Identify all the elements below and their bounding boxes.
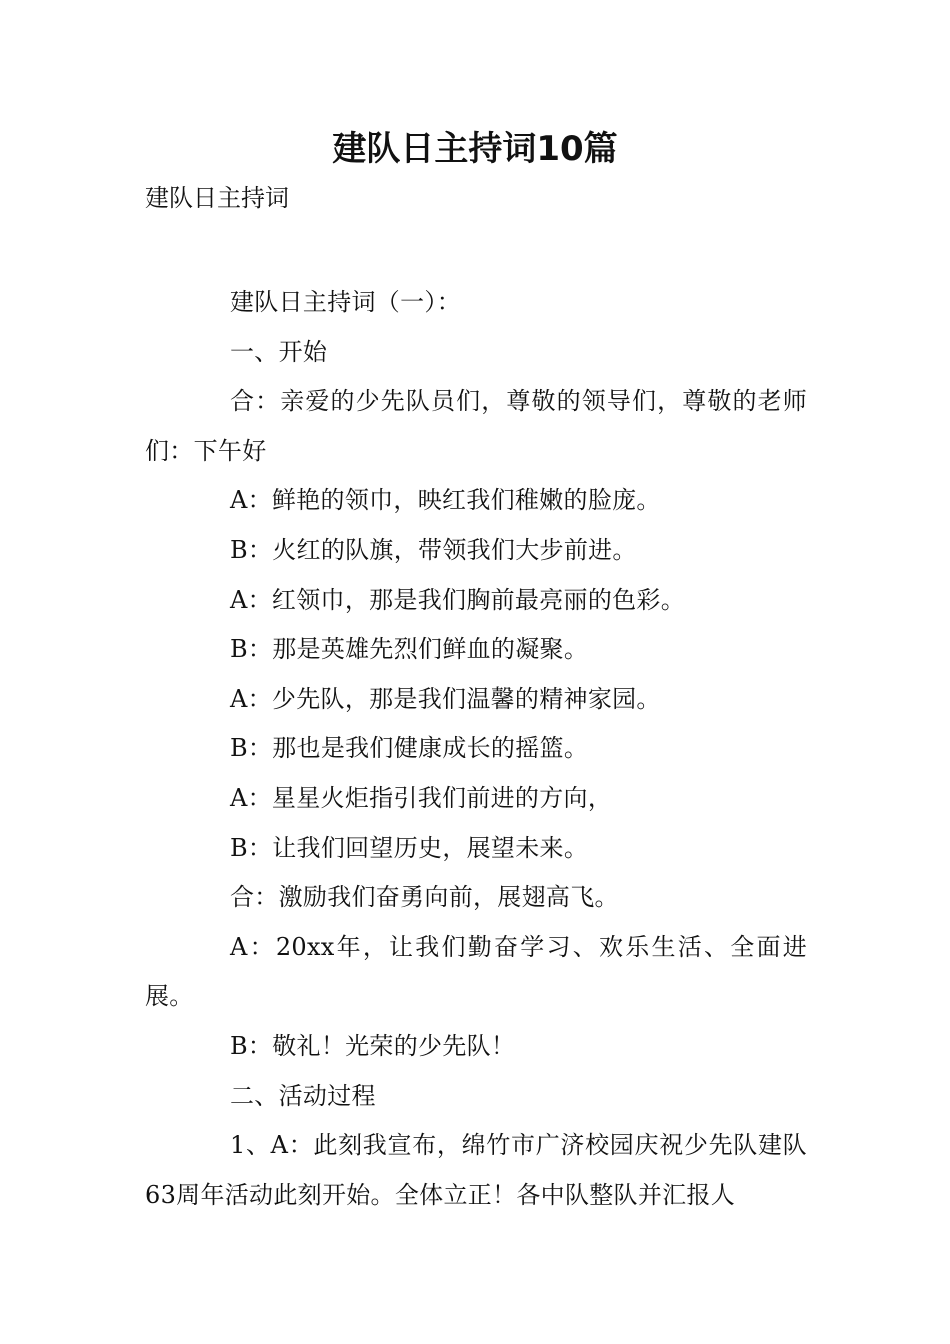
paragraph: 一、开始 — [230, 337, 328, 366]
document-body — [145, 278, 807, 1220]
paragraph: B：让我们回望历史，展望未来。 — [230, 833, 589, 862]
paragraph: 1、A：此刻我宣布，绵竹市广济校园庆祝少先队建队63周年活动此刻开始。全体立正！各中队整队并汇报人 — [145, 1131, 807, 1209]
paragraph: 合：亲爱的少先队员们，尊敬的领导们，尊敬的老师们：下午好 — [145, 387, 807, 465]
paragraph: 二、活动过程 — [230, 1081, 376, 1110]
paragraph: B：火红的队旗，带领我们大步前进。 — [230, 535, 637, 564]
paragraph: A：20xx年，让我们勤奋学习、欢乐生活、全面进展。 — [145, 932, 807, 1011]
paragraph: A：鲜艳的领巾，映红我们稚嫩的脸庞。 — [230, 486, 661, 515]
paragraph: B：那是英雄先烈们鲜血的凝聚。 — [230, 635, 589, 664]
paragraph: 合：激励我们奋勇向前，展翅高飞。 — [230, 883, 619, 912]
document-subtitle: 建队日主持词 — [145, 184, 289, 212]
paragraph: B：敬礼！光荣的少先队！ — [230, 1031, 516, 1060]
paragraph: A：红领巾，那是我们胸前最亮丽的色彩。 — [230, 585, 686, 614]
document-title: 建队日主持词10篇 — [332, 129, 618, 169]
paragraph: A：星星火炬指引我们前进的方向， — [230, 783, 613, 812]
paragraph: 建队日主持词（一）： — [230, 288, 461, 316]
paragraph: B：那也是我们健康成长的摇篮。 — [230, 734, 589, 763]
paragraph: A：少先队，那是我们温馨的精神家园。 — [230, 684, 661, 713]
